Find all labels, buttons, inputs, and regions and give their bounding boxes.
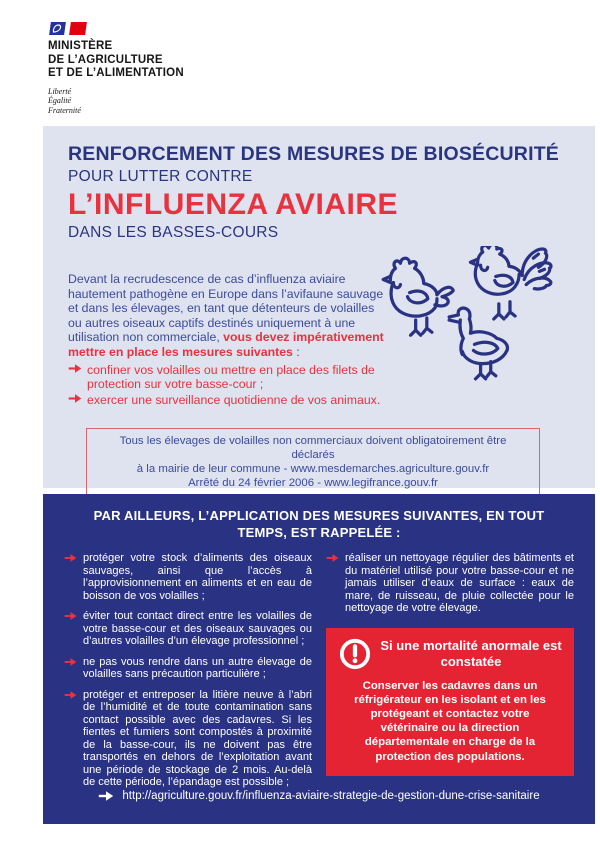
poultry-illustration [381, 246, 569, 388]
intro-text: Devant la recrudescence de cas d’influenza aviaire hautement pathogène en Europe dans l’avifaune sauvage et dans les élevages, en tant que détenteurs de volailles ou autres oiseaux captifs destinés uniquement à une utilisation non commerciale, [68, 272, 384, 345]
french-flag-icon [49, 22, 87, 35]
arrow-right-icon [64, 611, 77, 621]
list-item [326, 552, 574, 615]
title-line-pour-lutter: POUR LUTTER CONTRE [68, 168, 253, 185]
ministry-line: MINISTÈRE [48, 40, 113, 52]
warning-exclamation-icon [338, 637, 372, 671]
list-item [64, 689, 312, 789]
measures-right-column [326, 552, 574, 797]
measure-text: protéger et entreposer la litière neuve à l’abri de l’humidité et de toute contamination sans contact possible avec des cadavres. Si les fientes et fumiers sont compostés à proximité de la basse-cour, ils ne doivent pas être transportés en dehors de l’exploitation avant une période de stockage de 2 mois. Au-delà de cette période, l’épandage est possible ; [83, 688, 312, 788]
motto-line: Égalité [48, 96, 72, 105]
measures-panel [43, 494, 595, 824]
list-item [64, 552, 312, 602]
republic-motto [48, 87, 184, 116]
list-item [68, 363, 390, 392]
list-item [64, 610, 312, 648]
ministry-name [48, 40, 184, 81]
alert-header [338, 637, 562, 671]
arrow-right-icon [68, 393, 82, 404]
measure-text: éviter tout contact direct entre les volailles de votre basse-cour et des oiseaux sauvages ou d’autres volailles d’un élevage professionnel ; [83, 610, 312, 647]
measures-columns [43, 552, 595, 797]
list-item [64, 656, 312, 681]
arrow-right-icon [326, 553, 339, 563]
motto-line: Fraternité [48, 105, 81, 115]
intro-text-emphasis: vous devez impérativement mettre en place les mesures suivantes [68, 330, 384, 359]
measures-heading: PAR AILLEURS, L’APPLICATION DES MESURES SUIVANTES, EN TOUT TEMPS, EST RAPPELÉE : [93, 508, 545, 540]
poster-title [68, 142, 559, 244]
arrow-right-icon [98, 790, 114, 802]
marianne-profile-icon [51, 23, 63, 34]
rooster-icon [470, 246, 551, 319]
hen-icon [383, 258, 453, 335]
alert-body: Conserver les cadavres dans un réfrigérateur en les isolant et en les protégeant et contactez votre vétérinaire ou la direction départementale en charge de la protection des populations. [354, 679, 546, 763]
info-link[interactable] [43, 790, 595, 802]
declaration-line: Tous les élevages de volailles non commerciaux doivent obligatoirement être déclarés [119, 435, 507, 461]
goose-icon [449, 308, 507, 379]
intro-text-colon: : [292, 344, 300, 359]
ministry-line: ET DE L’ALIMENTATION [48, 67, 184, 79]
mortality-alert-box [326, 628, 574, 776]
list-item [68, 393, 390, 408]
declaration-line: Arrêté du 24 février 2006 - www.legifrance.gouv.fr [188, 476, 438, 489]
intro-bullet-list [68, 363, 390, 408]
title-line-biosecurite: RENFORCEMENT DES MESURES DE BIOSÉCURITÉ [68, 143, 560, 165]
intro-panel [43, 126, 595, 488]
ministry-line: DE L’AGRICULTURE [48, 53, 163, 66]
intro-bullet-text: confiner vos volailles ou mettre en place des filets de protection sur votre basse-cour ; [87, 362, 375, 392]
measure-text: ne pas vous rendre dans un autre élevage de volailles sans précaution particulière ; [83, 655, 312, 680]
measure-text: réaliser un nettoyage régulier des bâtiments et du matériel utilisé pour votre basse-cour et ne jamais utiliser d’eaux de surface : eaux de mare, de ruisseau, de pluie collectée pour le nettoyage de votre élevage. [345, 552, 574, 614]
motto-line: Liberté [48, 86, 72, 96]
info-link-url[interactable]: http://agriculture.gouv.fr/influenza-aviaire-strategie-de-gestion-dune-crise-sanitaire [122, 790, 540, 802]
intro-paragraph [68, 272, 390, 407]
arrow-right-icon [68, 363, 82, 374]
measure-text: protéger votre stock d’aliments des oiseaux sauvages, ainsi que l’accès à l’approvisionnement en aliments et en eau de boisson de vos volailles ; [83, 552, 312, 602]
title-line-basses-cours: DANS LES BASSES-COURS [68, 224, 279, 241]
declaration-box [86, 428, 540, 498]
measures-left-column [64, 552, 312, 797]
intro-bullet-text: exercer une surveillance quotidienne de vos animaux. [87, 392, 381, 407]
arrow-right-icon [64, 553, 77, 563]
title-line-influenza: L’INFLUENZA AVIAIRE [68, 188, 399, 221]
declaration-line: à la mairie de leur commune - www.mesdemarches.agriculture.gouv.fr [136, 462, 490, 475]
ministry-logo [48, 22, 184, 115]
alert-title: Si une mortalité anormale est constatée [380, 638, 562, 669]
arrow-right-icon [64, 657, 77, 667]
arrow-right-icon [64, 690, 77, 700]
